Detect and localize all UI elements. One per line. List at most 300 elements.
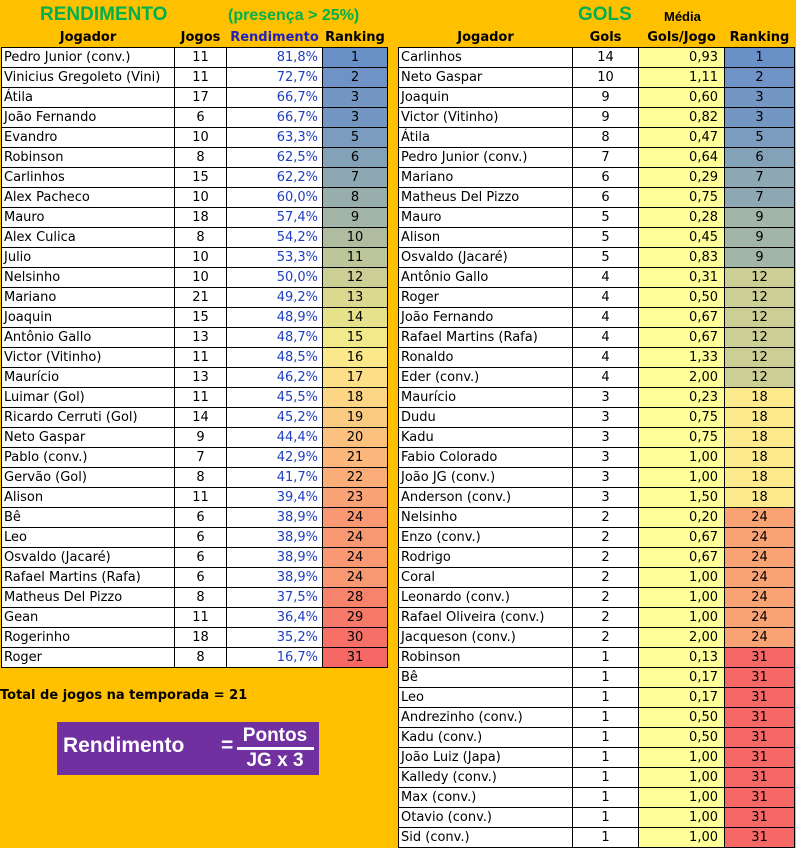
goals-per-game: 1,00 bbox=[639, 808, 725, 828]
table-row bbox=[399, 508, 795, 528]
goals-per-game: 0,50 bbox=[639, 288, 725, 308]
player-name: João Fernando bbox=[399, 308, 573, 328]
games-count: 10 bbox=[175, 188, 227, 208]
goals-count: 7 bbox=[573, 148, 639, 168]
performance-value: 41,7% bbox=[227, 468, 323, 488]
ranking-value: 24 bbox=[323, 548, 388, 568]
games-count: 18 bbox=[175, 628, 227, 648]
ranking-value: 24 bbox=[725, 608, 795, 628]
ranking-value: 1 bbox=[725, 48, 795, 68]
goals-count: 2 bbox=[573, 628, 639, 648]
games-count: 13 bbox=[175, 328, 227, 348]
table-row bbox=[2, 88, 388, 108]
player-name: Julio bbox=[2, 248, 175, 268]
games-count: 21 bbox=[175, 288, 227, 308]
table-row bbox=[2, 328, 388, 348]
ranking-value: 12 bbox=[725, 268, 795, 288]
ranking-value: 2 bbox=[725, 68, 795, 88]
table-row bbox=[399, 788, 795, 808]
player-name: Otavio (conv.) bbox=[399, 808, 573, 828]
games-count: 11 bbox=[175, 488, 227, 508]
goals-per-game: 1,00 bbox=[639, 608, 725, 628]
ranking-value: 6 bbox=[725, 148, 795, 168]
games-count: 15 bbox=[175, 308, 227, 328]
performance-value: 36,4% bbox=[227, 608, 323, 628]
player-name: Gervão (Gol) bbox=[2, 468, 175, 488]
table-row bbox=[2, 268, 388, 288]
player-name: Robinson bbox=[399, 648, 573, 668]
ranking-value: 18 bbox=[725, 488, 795, 508]
goals-count: 6 bbox=[573, 188, 639, 208]
performance-value: 54,2% bbox=[227, 228, 323, 248]
performance-value: 42,9% bbox=[227, 448, 323, 468]
ranking-value: 12 bbox=[725, 308, 795, 328]
player-name: Kalledy (conv.) bbox=[399, 768, 573, 788]
performance-value: 45,5% bbox=[227, 388, 323, 408]
ranking-value: 31 bbox=[725, 688, 795, 708]
goals-per-game: 0,45 bbox=[639, 228, 725, 248]
ranking-value: 31 bbox=[725, 768, 795, 788]
player-name: Alison bbox=[2, 488, 175, 508]
table-row bbox=[2, 368, 388, 388]
player-name: Evandro bbox=[2, 128, 175, 148]
table-row bbox=[399, 268, 795, 288]
player-name: Alex Pacheco bbox=[2, 188, 175, 208]
games-count: 7 bbox=[175, 448, 227, 468]
games-count: 11 bbox=[175, 608, 227, 628]
performance-value: 48,7% bbox=[227, 328, 323, 348]
ranking-value: 10 bbox=[323, 228, 388, 248]
goals-count: 6 bbox=[573, 168, 639, 188]
player-name: Roger bbox=[399, 288, 573, 308]
ranking-value: 12 bbox=[323, 268, 388, 288]
table-row bbox=[399, 408, 795, 428]
table-row bbox=[399, 308, 795, 328]
ranking-value: 18 bbox=[725, 468, 795, 488]
ranking-value: 18 bbox=[725, 428, 795, 448]
table-row bbox=[2, 608, 388, 628]
table-row bbox=[2, 168, 388, 188]
player-name: Mariano bbox=[2, 288, 175, 308]
header-jogador: Jogador bbox=[2, 28, 175, 48]
header-gols-jogo: Gols/Jogo bbox=[639, 28, 725, 48]
table-row bbox=[399, 348, 795, 368]
goals-count: 2 bbox=[573, 588, 639, 608]
player-name: Matheus Del Pizzo bbox=[2, 588, 175, 608]
table-row bbox=[2, 288, 388, 308]
ranking-value: 8 bbox=[323, 188, 388, 208]
games-count: 10 bbox=[175, 268, 227, 288]
table-row bbox=[399, 88, 795, 108]
performance-value: 81,8% bbox=[227, 48, 323, 68]
performance-value: 45,2% bbox=[227, 408, 323, 428]
table-row bbox=[399, 808, 795, 828]
ranking-value: 3 bbox=[323, 108, 388, 128]
games-count: 14 bbox=[175, 408, 227, 428]
player-name: João Fernando bbox=[2, 108, 175, 128]
ranking-value: 13 bbox=[323, 288, 388, 308]
goals-count: 2 bbox=[573, 608, 639, 628]
table-row bbox=[2, 248, 388, 268]
table-row bbox=[2, 68, 388, 88]
player-name: Maurício bbox=[399, 388, 573, 408]
goals-per-game: 0,67 bbox=[639, 528, 725, 548]
goals-count: 1 bbox=[573, 808, 639, 828]
games-count: 13 bbox=[175, 368, 227, 388]
goals-count: 3 bbox=[573, 408, 639, 428]
performance-value: 35,2% bbox=[227, 628, 323, 648]
player-name: Neto Gaspar bbox=[2, 428, 175, 448]
performance-value: 48,5% bbox=[227, 348, 323, 368]
player-name: Dudu bbox=[399, 408, 573, 428]
player-name: Rogerinho bbox=[2, 628, 175, 648]
games-count: 6 bbox=[175, 108, 227, 128]
table-row bbox=[2, 468, 388, 488]
player-name: Pablo (conv.) bbox=[2, 448, 175, 468]
table-row bbox=[399, 768, 795, 788]
player-name: João Luiz (Japa) bbox=[399, 748, 573, 768]
ranking-value: 12 bbox=[725, 348, 795, 368]
total-games-text: Total de jogos na temporada = 21 bbox=[0, 688, 248, 703]
player-name: Antônio Gallo bbox=[399, 268, 573, 288]
player-name: Leo bbox=[2, 528, 175, 548]
player-name: Rafael Martins (Rafa) bbox=[399, 328, 573, 348]
goals-per-game: 1,00 bbox=[639, 568, 725, 588]
ranking-value: 9 bbox=[323, 208, 388, 228]
table-row bbox=[2, 568, 388, 588]
goals-per-game: 0,83 bbox=[639, 248, 725, 268]
goals-count: 4 bbox=[573, 348, 639, 368]
ranking-value: 3 bbox=[323, 88, 388, 108]
goals-count: 3 bbox=[573, 468, 639, 488]
player-name: Joaquin bbox=[399, 88, 573, 108]
goals-per-game: 0,93 bbox=[639, 48, 725, 68]
player-name: Vinicius Gregoleto (Vini) bbox=[2, 68, 175, 88]
player-name: Bê bbox=[2, 508, 175, 528]
goals-count: 2 bbox=[573, 568, 639, 588]
ranking-value: 31 bbox=[725, 748, 795, 768]
ranking-value: 12 bbox=[725, 328, 795, 348]
performance-value: 49,2% bbox=[227, 288, 323, 308]
player-name: Victor (Vitinho) bbox=[399, 108, 573, 128]
player-name: Coral bbox=[399, 568, 573, 588]
header-gols: Gols bbox=[573, 28, 639, 48]
table-row bbox=[399, 208, 795, 228]
goals-count: 1 bbox=[573, 728, 639, 748]
goals-count: 8 bbox=[573, 128, 639, 148]
player-name: Mauro bbox=[2, 208, 175, 228]
table-row bbox=[2, 648, 388, 668]
goals-per-game: 0,60 bbox=[639, 88, 725, 108]
table-row bbox=[399, 708, 795, 728]
table-row bbox=[399, 828, 795, 848]
goals-count: 4 bbox=[573, 368, 639, 388]
formula-box bbox=[57, 722, 319, 775]
ranking-value: 24 bbox=[725, 528, 795, 548]
table-row bbox=[2, 48, 388, 68]
goals-count: 1 bbox=[573, 788, 639, 808]
performance-value: 50,0% bbox=[227, 268, 323, 288]
goals-per-game: 0,29 bbox=[639, 168, 725, 188]
table-row bbox=[2, 188, 388, 208]
goals-count: 3 bbox=[573, 488, 639, 508]
goals-per-game: 1,33 bbox=[639, 348, 725, 368]
ranking-value: 31 bbox=[725, 828, 795, 848]
goals-count: 1 bbox=[573, 648, 639, 668]
player-name: Kadu (conv.) bbox=[399, 728, 573, 748]
goals-per-game: 0,20 bbox=[639, 508, 725, 528]
ranking-value: 12 bbox=[725, 288, 795, 308]
table-row bbox=[2, 148, 388, 168]
header-ranking: Ranking bbox=[323, 28, 388, 48]
games-count: 9 bbox=[175, 428, 227, 448]
performance-value: 53,3% bbox=[227, 248, 323, 268]
player-name: Anderson (conv.) bbox=[399, 488, 573, 508]
table-row bbox=[2, 548, 388, 568]
ranking-value: 9 bbox=[725, 228, 795, 248]
goals-per-game: 0,50 bbox=[639, 708, 725, 728]
goals-per-game: 0,67 bbox=[639, 328, 725, 348]
table-row bbox=[2, 508, 388, 528]
goals-per-game: 0,28 bbox=[639, 208, 725, 228]
player-name: Alex Culica bbox=[2, 228, 175, 248]
table-row bbox=[399, 248, 795, 268]
goals-count: 9 bbox=[573, 88, 639, 108]
player-name: Kadu bbox=[399, 428, 573, 448]
player-name: Pedro Junior (conv.) bbox=[2, 48, 175, 68]
header-rendimento: Rendimento bbox=[227, 28, 323, 48]
performance-value: 57,4% bbox=[227, 208, 323, 228]
table-row bbox=[399, 328, 795, 348]
performance-value: 72,7% bbox=[227, 68, 323, 88]
table-row bbox=[399, 448, 795, 468]
gols-table bbox=[398, 28, 795, 848]
games-count: 17 bbox=[175, 88, 227, 108]
performance-value: 62,2% bbox=[227, 168, 323, 188]
rendimento-table bbox=[1, 28, 388, 668]
goals-count: 4 bbox=[573, 268, 639, 288]
games-count: 6 bbox=[175, 528, 227, 548]
rendimento-title: RENDIMENTO bbox=[40, 4, 168, 25]
ranking-value: 18 bbox=[323, 388, 388, 408]
player-name: Roger bbox=[2, 648, 175, 668]
table-row bbox=[399, 668, 795, 688]
table-row bbox=[2, 448, 388, 468]
goals-count: 1 bbox=[573, 768, 639, 788]
goals-count: 2 bbox=[573, 528, 639, 548]
ranking-value: 7 bbox=[725, 188, 795, 208]
table-row bbox=[399, 188, 795, 208]
ranking-value: 16 bbox=[323, 348, 388, 368]
player-name: João JG (conv.) bbox=[399, 468, 573, 488]
performance-value: 38,9% bbox=[227, 528, 323, 548]
player-name: Neto Gaspar bbox=[399, 68, 573, 88]
ranking-value: 31 bbox=[725, 808, 795, 828]
games-count: 10 bbox=[175, 248, 227, 268]
ranking-value: 9 bbox=[725, 208, 795, 228]
table-row bbox=[2, 388, 388, 408]
goals-per-game: 0,75 bbox=[639, 428, 725, 448]
player-name: Ronaldo bbox=[399, 348, 573, 368]
player-name: Leo bbox=[399, 688, 573, 708]
media-label: Média bbox=[664, 9, 701, 24]
ranking-value: 1 bbox=[323, 48, 388, 68]
player-name: Matheus Del Pizzo bbox=[399, 188, 573, 208]
formula-equals: = bbox=[221, 734, 234, 757]
ranking-value: 18 bbox=[725, 448, 795, 468]
ranking-value: 24 bbox=[725, 508, 795, 528]
goals-count: 10 bbox=[573, 68, 639, 88]
goals-count: 1 bbox=[573, 748, 639, 768]
games-count: 8 bbox=[175, 648, 227, 668]
goals-count: 3 bbox=[573, 388, 639, 408]
performance-value: 63,3% bbox=[227, 128, 323, 148]
goals-per-game: 1,00 bbox=[639, 768, 725, 788]
player-name: Nelsinho bbox=[2, 268, 175, 288]
table-row bbox=[2, 308, 388, 328]
ranking-value: 24 bbox=[323, 528, 388, 548]
ranking-value: 3 bbox=[725, 108, 795, 128]
performance-value: 66,7% bbox=[227, 108, 323, 128]
table-row bbox=[399, 68, 795, 88]
goals-count: 2 bbox=[573, 548, 639, 568]
games-count: 6 bbox=[175, 548, 227, 568]
player-name: Maurício bbox=[2, 368, 175, 388]
ranking-value: 20 bbox=[323, 428, 388, 448]
goals-count: 2 bbox=[573, 508, 639, 528]
table-row bbox=[399, 228, 795, 248]
ranking-value: 31 bbox=[725, 668, 795, 688]
player-name: Antônio Gallo bbox=[2, 328, 175, 348]
player-name: Carlinhos bbox=[2, 168, 175, 188]
goals-count: 4 bbox=[573, 308, 639, 328]
ranking-value: 18 bbox=[725, 388, 795, 408]
goals-count: 1 bbox=[573, 688, 639, 708]
player-name: Mariano bbox=[399, 168, 573, 188]
ranking-value: 11 bbox=[323, 248, 388, 268]
table-row bbox=[2, 128, 388, 148]
games-count: 8 bbox=[175, 588, 227, 608]
performance-value: 37,5% bbox=[227, 588, 323, 608]
player-name: Max (conv.) bbox=[399, 788, 573, 808]
ranking-value: 31 bbox=[725, 648, 795, 668]
table-row bbox=[399, 628, 795, 648]
ranking-value: 2 bbox=[323, 68, 388, 88]
ranking-value: 31 bbox=[725, 728, 795, 748]
ranking-value: 24 bbox=[323, 568, 388, 588]
table-row bbox=[2, 208, 388, 228]
ranking-value: 19 bbox=[323, 408, 388, 428]
table-row bbox=[399, 488, 795, 508]
table-row bbox=[399, 388, 795, 408]
table-row bbox=[399, 168, 795, 188]
ranking-value: 17 bbox=[323, 368, 388, 388]
goals-per-game: 1,00 bbox=[639, 448, 725, 468]
ranking-value: 7 bbox=[323, 168, 388, 188]
ranking-value: 24 bbox=[725, 628, 795, 648]
ranking-value: 18 bbox=[725, 408, 795, 428]
ranking-value: 14 bbox=[323, 308, 388, 328]
table-row bbox=[399, 548, 795, 568]
performance-value: 44,4% bbox=[227, 428, 323, 448]
formula-numerator: Pontos bbox=[242, 725, 308, 746]
player-name: Robinson bbox=[2, 148, 175, 168]
goals-per-game: 1,00 bbox=[639, 588, 725, 608]
goals-count: 4 bbox=[573, 288, 639, 308]
table-row bbox=[2, 588, 388, 608]
goals-count: 1 bbox=[573, 668, 639, 688]
table-row bbox=[399, 688, 795, 708]
ranking-value: 28 bbox=[323, 588, 388, 608]
table-row bbox=[2, 228, 388, 248]
formula-lhs: Rendimento bbox=[63, 734, 185, 757]
goals-per-game: 0,64 bbox=[639, 148, 725, 168]
ranking-value: 24 bbox=[725, 568, 795, 588]
player-name: Osvaldo (Jacaré) bbox=[399, 248, 573, 268]
presence-subtitle: (presença > 25%) bbox=[228, 7, 360, 24]
goals-per-game: 2,00 bbox=[639, 368, 725, 388]
ranking-value: 24 bbox=[725, 588, 795, 608]
goals-per-game: 0,75 bbox=[639, 188, 725, 208]
games-count: 11 bbox=[175, 48, 227, 68]
games-count: 6 bbox=[175, 568, 227, 588]
table-row bbox=[2, 428, 388, 448]
ranking-value: 12 bbox=[725, 368, 795, 388]
ranking-value: 22 bbox=[323, 468, 388, 488]
player-name: Rafael Martins (Rafa) bbox=[2, 568, 175, 588]
table-row bbox=[399, 288, 795, 308]
player-name: Rafael Oliveira (conv.) bbox=[399, 608, 573, 628]
performance-value: 38,9% bbox=[227, 548, 323, 568]
player-name: Ricardo Cerruti (Gol) bbox=[2, 408, 175, 428]
goals-per-game: 0,13 bbox=[639, 648, 725, 668]
performance-value: 60,0% bbox=[227, 188, 323, 208]
goals-per-game: 0,67 bbox=[639, 308, 725, 328]
ranking-value: 29 bbox=[323, 608, 388, 628]
player-name: Átila bbox=[399, 128, 573, 148]
goals-count: 5 bbox=[573, 228, 639, 248]
goals-per-game: 1,00 bbox=[639, 828, 725, 848]
table-row bbox=[399, 528, 795, 548]
goals-per-game: 0,75 bbox=[639, 408, 725, 428]
player-name: Victor (Vitinho) bbox=[2, 348, 175, 368]
player-name: Luimar (Gol) bbox=[2, 388, 175, 408]
header-jogos: Jogos bbox=[175, 28, 227, 48]
games-count: 11 bbox=[175, 68, 227, 88]
goals-per-game: 0,31 bbox=[639, 268, 725, 288]
table-row bbox=[399, 368, 795, 388]
performance-value: 66,7% bbox=[227, 88, 323, 108]
goals-count: 5 bbox=[573, 248, 639, 268]
player-name: Enzo (conv.) bbox=[399, 528, 573, 548]
games-count: 18 bbox=[175, 208, 227, 228]
goals-per-game: 1,00 bbox=[639, 468, 725, 488]
table-row bbox=[399, 48, 795, 68]
ranking-value: 15 bbox=[323, 328, 388, 348]
ranking-value: 3 bbox=[725, 88, 795, 108]
ranking-value: 9 bbox=[725, 248, 795, 268]
performance-value: 16,7% bbox=[227, 648, 323, 668]
ranking-value: 21 bbox=[323, 448, 388, 468]
performance-value: 48,9% bbox=[227, 308, 323, 328]
performance-value: 46,2% bbox=[227, 368, 323, 388]
player-name: Rodrigo bbox=[399, 548, 573, 568]
header-jogador: Jogador bbox=[399, 28, 573, 48]
goals-per-game: 0,17 bbox=[639, 688, 725, 708]
formula-denominator: JG x 3 bbox=[246, 750, 304, 771]
table-row bbox=[399, 588, 795, 608]
goals-per-game: 0,50 bbox=[639, 728, 725, 748]
